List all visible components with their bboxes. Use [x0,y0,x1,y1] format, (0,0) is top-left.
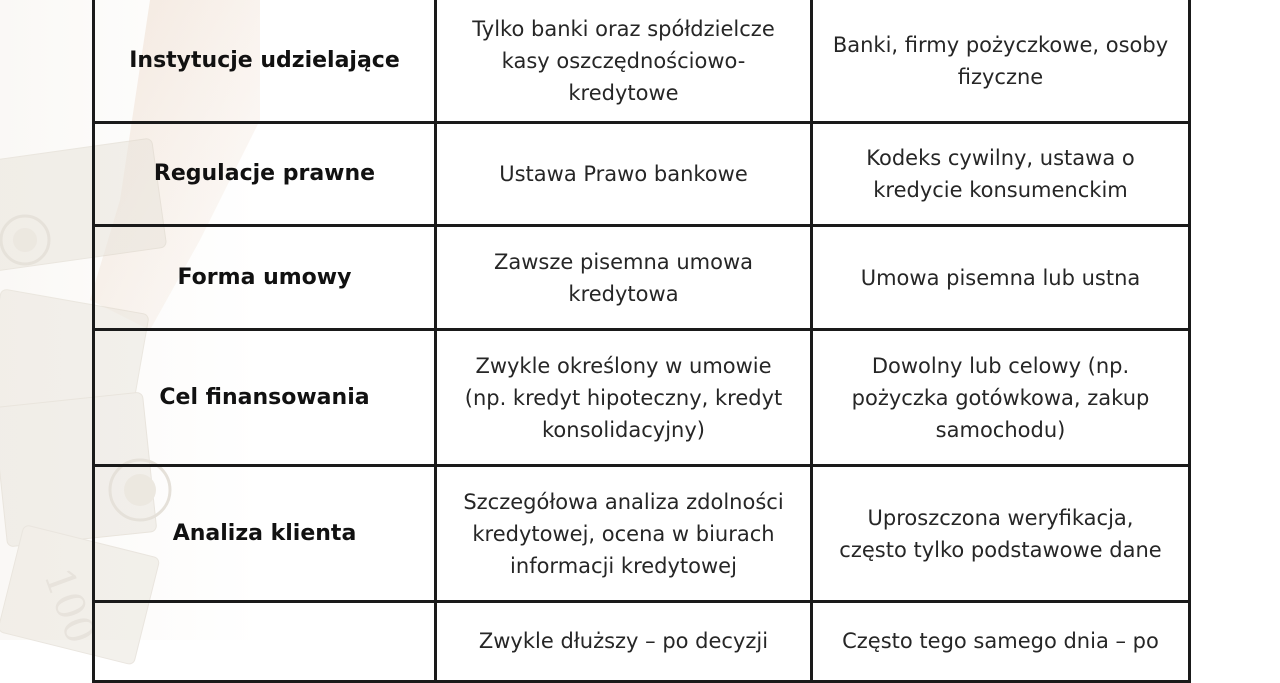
table-cell: Tylko banki oraz spółdzielcze kasy oszczędnościowo-kredytowe [436,0,812,123]
svg-text:100: 100 [34,562,104,650]
table-row [94,602,1190,682]
row-label: Cel finansowania [94,330,436,466]
table-cell: Kodeks cywilny, ustawa o kredycie konsumenckim [812,123,1190,226]
table-cell: Zwykle określony w umowie (np. kredyt hipoteczny, kredyt konsolidacyjny) [436,330,812,466]
row-label: Forma umowy [94,226,436,330]
row-label: Analiza klienta [94,466,436,602]
table-cell: Zwykle dłuższy – po decyzji [436,602,812,682]
table-cell: Zawsze pisemna umowa kredytowa [436,226,812,330]
table-cell: Umowa pisemna lub ustna [812,226,1190,330]
row-label [94,602,436,682]
table-cell: Ustawa Prawo bankowe [436,123,812,226]
table-row [94,123,1190,226]
table-cell: Uproszczona weryfikacja, często tylko podstawowe dane [812,466,1190,602]
comparison-table [92,0,1191,683]
table-cell: Banki, firmy pożyczkowe, osoby fizyczne [812,0,1190,123]
table-cell: Dowolny lub celowy (np. pożyczka gotówkowa, zakup samochodu) [812,330,1190,466]
row-label: Instytucje udzielające [94,0,436,123]
table-cell: Szczegółowa analiza zdolności kredytowej, ocena w biurach informacji kredytowej [436,466,812,602]
table-row [94,226,1190,330]
table-cell: Często tego samego dnia – po [812,602,1190,682]
table-row [94,466,1190,602]
row-label: Regulacje prawne [94,123,436,226]
comparison-table-wrapper [92,0,1190,683]
table-row [94,0,1190,123]
table-row [94,330,1190,466]
